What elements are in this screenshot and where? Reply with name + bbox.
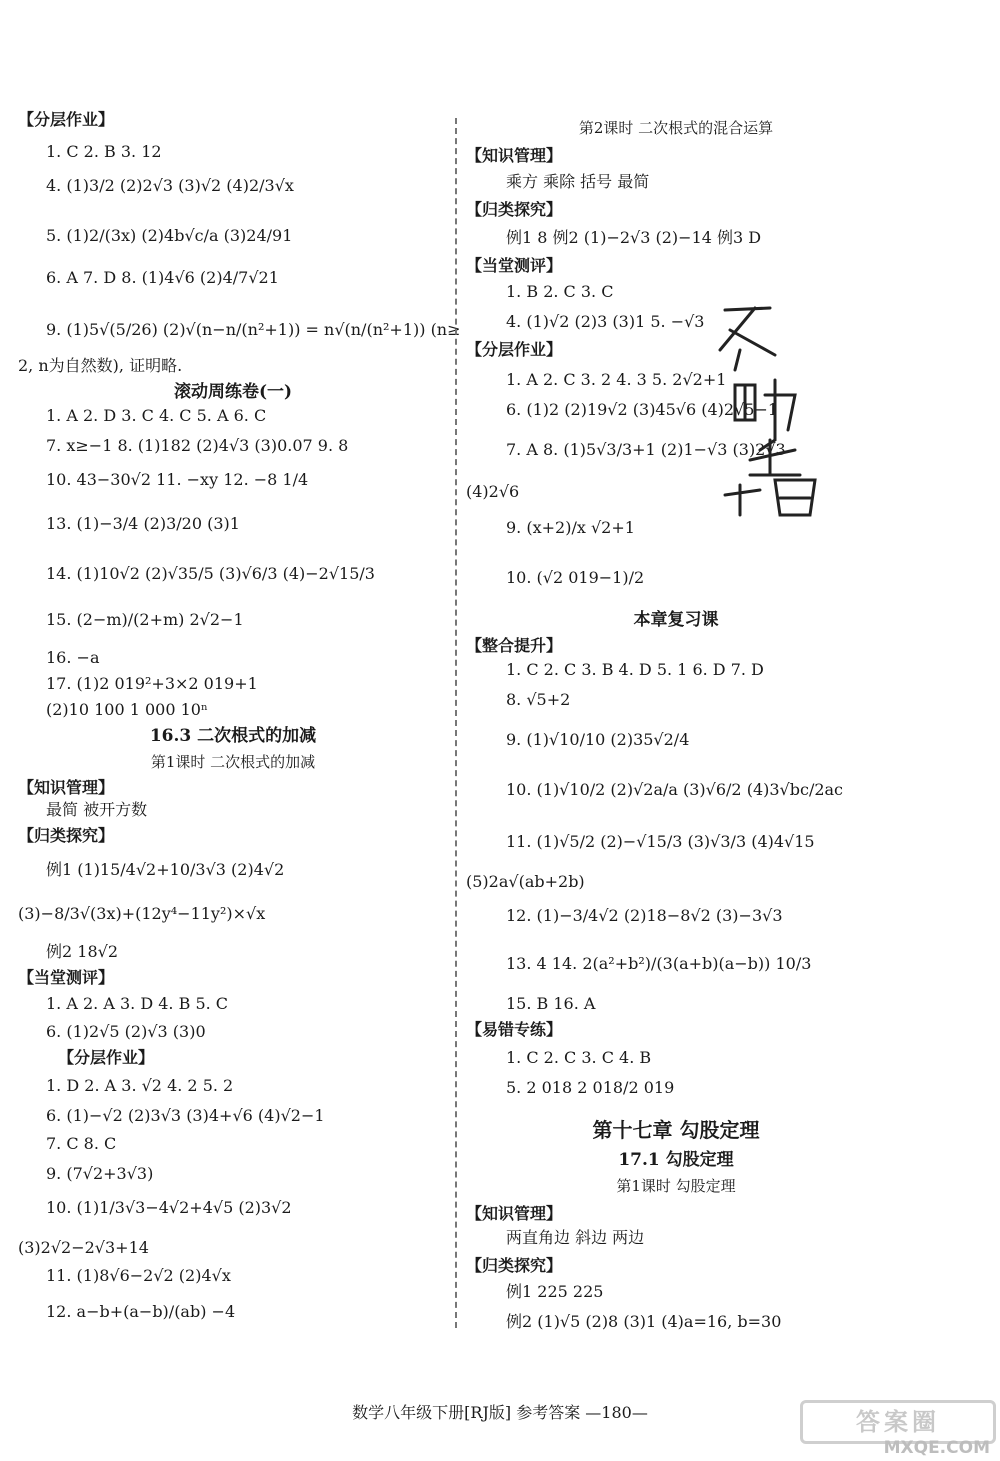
answer-line: 10. 43−30√2 11. −xy 12. −8 1/4 — [46, 470, 309, 489]
answer-line: 2, n为自然数), 证明略. — [18, 356, 183, 375]
answer-line: 1. C 2. B 3. 12 — [46, 142, 162, 161]
answer-line: 8. √5+2 — [506, 690, 571, 709]
section-header: 【当堂测评】 — [466, 256, 563, 275]
section-header: 【归类探究】 — [466, 200, 563, 219]
answer-line: 4. (1)3/2 (2)2√3 (3)√2 (4)2/3√x — [46, 176, 294, 195]
answer-line: 13. (1)−3/4 (2)3/20 (3)1 — [46, 514, 240, 533]
answer-line: 第2课时 二次根式的混合运算 — [578, 119, 774, 137]
answer-line: 1. C 2. C 3. B 4. D 5. 1 6. D 7. D — [506, 660, 764, 679]
answer-line: 10. (1)1/3√3−4√2+4√5 (2)3√2 — [46, 1198, 292, 1217]
answer-line: 第1课时 二次根式的加减 — [150, 753, 316, 771]
answer-line: 14. (1)10√2 (2)√35/5 (3)√6/3 (4)−2√15/3 — [46, 564, 375, 583]
section-header: 【知识管理】 — [466, 1204, 563, 1223]
answer-line: 17.1 勾股定理 — [618, 1150, 734, 1170]
answer-line: 6. A 7. D 8. (1)4√6 (2)4/7√21 — [46, 268, 279, 287]
answer-line: 7. C 8. C — [46, 1134, 117, 1153]
answer-line: 6. (1)2 (2)19√2 (3)45√6 (4)2√5−1 — [506, 400, 779, 419]
site-watermark-logo — [800, 1400, 990, 1458]
answer-line: 乘方 乘除 括号 最简 — [506, 172, 650, 191]
answer-line: 11. (1)8√6−2√2 (2)4√x — [46, 1266, 231, 1285]
answer-line: 11. (1)√5/2 (2)−√15/3 (3)√3/3 (4)4√15 — [506, 832, 815, 851]
handwritten-signature — [700, 300, 870, 520]
section-header: 【分层作业】 — [18, 110, 115, 129]
answer-line: 例1 225 225 — [506, 1282, 604, 1301]
answer-line: 1. A 2. D 3. C 4. C 5. A 6. C — [46, 406, 267, 425]
answer-line: 9. (1)√10/10 (2)35√2/4 — [506, 730, 690, 749]
answer-line: 17. (1)2 019²+3×2 019+1 — [46, 674, 258, 693]
answer-line: 第十七章 勾股定理 — [592, 1118, 760, 1142]
answer-line: 两直角边 斜边 两边 — [506, 1228, 645, 1247]
answer-line: 12. a−b+(a−b)/(ab) −4 — [46, 1302, 236, 1321]
watermark-bottom: MXQE.COM — [883, 1438, 990, 1458]
answer-line: (5)2a√(ab+2b) — [466, 872, 585, 891]
answer-line: 16. −a — [46, 648, 100, 667]
answer-line: 滚动周练卷(一) — [173, 382, 293, 402]
section-header: 【整合提升】 — [466, 636, 563, 655]
answer-line: (2)10 100 1 000 10ⁿ — [46, 700, 208, 719]
answer-line: 例1 8 例2 (1)−2√3 (2)−14 例3 D — [506, 228, 762, 247]
answer-line: 10. (1)√10/2 (2)√2a/a (3)√6/2 (4)3√bc/2ac — [506, 780, 844, 799]
answer-line: 9. (7√2+3√3) — [46, 1164, 154, 1183]
section-header: 【分层作业】 — [58, 1048, 155, 1067]
answer-line: 1. D 2. A 3. √2 4. 2 5. 2 — [46, 1076, 234, 1095]
watermark-top: 答案圈 — [800, 1400, 996, 1444]
section-header: 【归类探究】 — [466, 1256, 563, 1275]
column-divider — [455, 118, 457, 1328]
answer-line: 例2 (1)√5 (2)8 (3)1 (4)a=16, b=30 — [506, 1312, 782, 1331]
answer-line: (3)−8/3√(3x)+(12y⁴−11y²)×√x — [18, 904, 266, 923]
answer-line: 例1 (1)15/4√2+10/3√3 (2)4√2 — [46, 860, 285, 879]
answer-line: 15. B 16. A — [506, 994, 596, 1013]
answer-line: 12. (1)−3/4√2 (2)18−8√2 (3)−3√3 — [506, 906, 783, 925]
answer-line: 13. 4 14. 2(a²+b²)/(3(a+b)(a−b)) 10/3 — [506, 954, 812, 973]
answer-line: 1. B 2. C 3. C — [506, 282, 614, 301]
answer-line: (4)2√6 — [466, 482, 520, 501]
answer-line: 最简 被开方数 — [46, 800, 148, 819]
section-header: 【易错专练】 — [466, 1020, 563, 1039]
section-header: 【知识管理】 — [466, 146, 563, 165]
answer-line: 本章复习课 — [633, 610, 719, 630]
section-header: 【当堂测评】 — [18, 968, 115, 987]
section-header: 【知识管理】 — [18, 778, 115, 797]
answer-line: (3)2√2−2√3+14 — [18, 1238, 149, 1257]
answer-line: 4. (1)√2 (2)3 (3)1 5. −√3 — [506, 312, 705, 331]
answer-line: 6. (1)2√5 (2)√3 (3)0 — [46, 1022, 206, 1041]
answer-line: 16.3 二次根式的加减 — [149, 726, 317, 746]
section-header: 【分层作业】 — [466, 340, 563, 359]
answer-line: 7. A 8. (1)5√3/3+1 (2)1−√3 (3)2√3 — [506, 440, 786, 459]
answer-line: 例2 18√2 — [46, 942, 119, 961]
answer-line: 6. (1)−√2 (2)3√3 (3)4+√6 (4)√2−1 — [46, 1106, 325, 1125]
answer-line: 7. x≥−1 8. (1)182 (2)4√3 (3)0.07 9. 8 — [46, 436, 349, 455]
answer-line: 第1课时 勾股定理 — [616, 1177, 736, 1195]
answer-line: 1. C 2. C 3. C 4. B — [506, 1048, 652, 1067]
section-header: 【归类探究】 — [18, 826, 115, 845]
answer-line: 1. A 2. A 3. D 4. B 5. C — [46, 994, 229, 1013]
page-footer: 数学八年级下册[RJ版] 参考答案 —180— — [352, 1403, 648, 1422]
answer-line: 15. (2−m)/(2+m) 2√2−1 — [46, 610, 244, 629]
answer-line: 5. 2 018 2 018/2 019 — [506, 1078, 675, 1097]
answer-line: 9. (1)5√(5/26) (2)√(n−n/(n²+1)) = n√(n/(n²+1)) (n≥ — [46, 320, 461, 339]
answer-line: 5. (1)2/(3x) (2)4b√c/a (3)24/91 — [46, 226, 293, 245]
answer-line: 9. (x+2)/x √2+1 — [506, 518, 635, 537]
answer-line: 10. (√2 019−1)/2 — [506, 568, 645, 587]
answer-line: 1. A 2. C 3. 2 4. 3 5. 2√2+1 — [506, 370, 727, 389]
